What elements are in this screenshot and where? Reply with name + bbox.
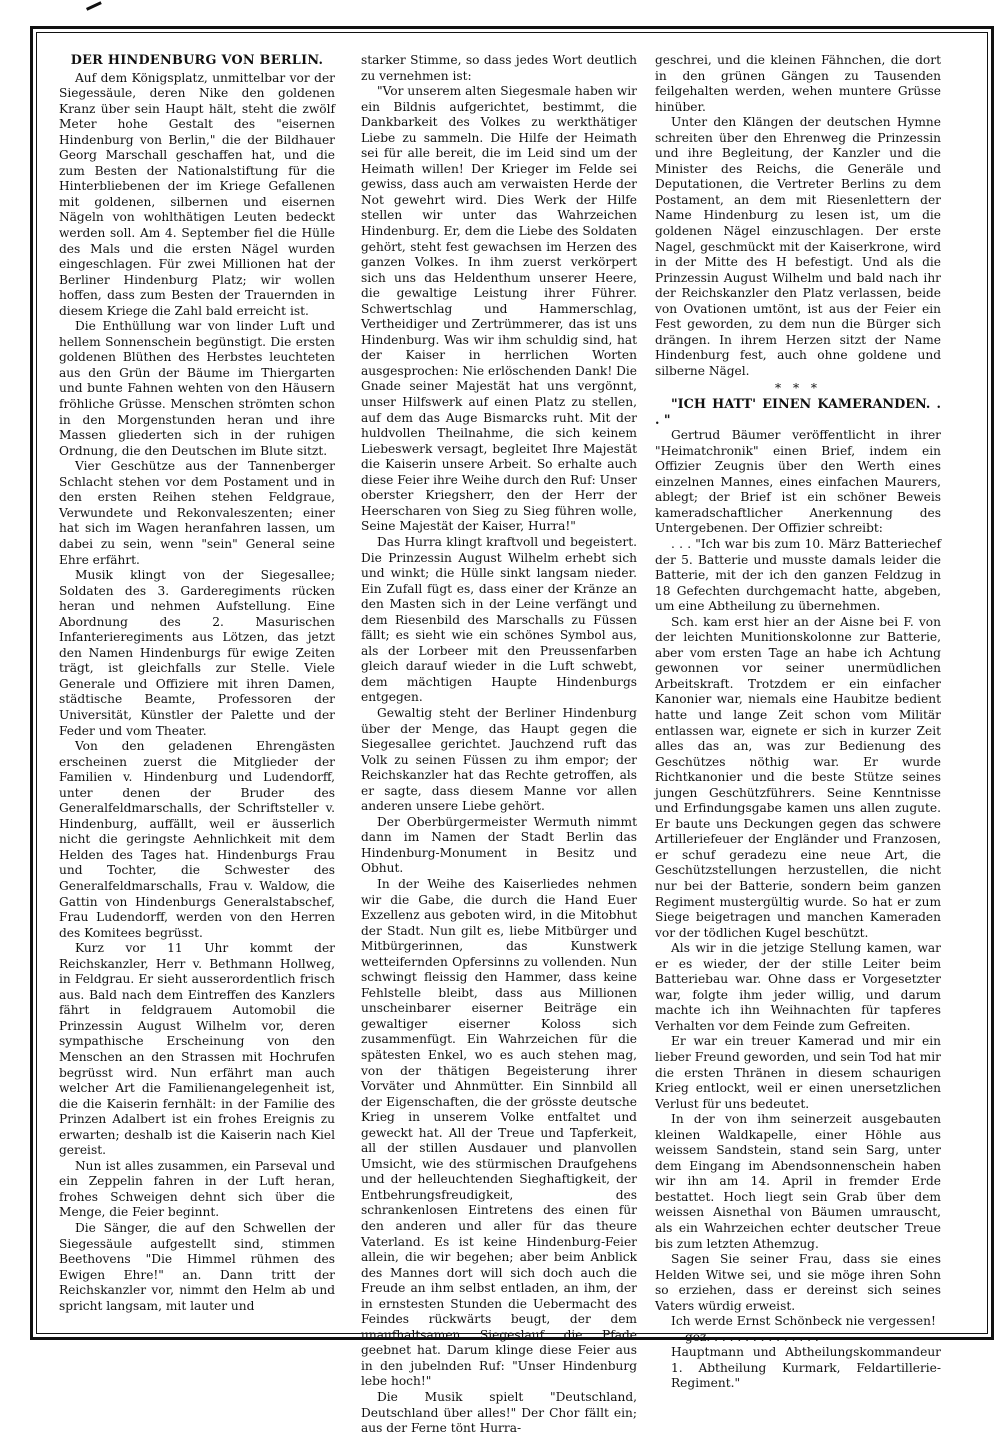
column-2 <box>361 53 637 1436</box>
paragraph: Musik klingt von der Siegesallee; Soldaten des 3. Garderegiments rücken heran und nehmen Aufstellung. Eine Abordnung des 2. Masurischen Infanterieregiments aus Lötzen, das jetzt den Namen Hindenburgs für ewige Zeiten trägt, ist gleichfalls zur Stelle. Viele Generale und Offiziere mit ihren Damen, städtische Beamte, Professoren der Universität, Künstler der Palette und der Feder und vom Theater. <box>59 568 335 738</box>
paragraph: Sch. kam erst hier an der Aisne bei F. von der leichten Munitionskolonne zur Batterie, aber vom ersten Tage an habe ich Achtung gewonnen vor seiner unermüdlichen Arbeitskraft. Trotzdem er ein einfacher Kanonier war, niemals eine Haubitze bedient hatte und lange Zeit schon vom Militär entlassen war, eignete er sich in kurzer Zeit alles das an, was zur Bedienung des Geschützes nöthig war. Er wurde Richtkanonier und die beste Stütze seines jungen Geschützführers. Seine Kenntnisse und Erfindungsgabe kamen uns allen zugute. Er baute uns Deckungen gegen das schwere Artilleriefeuer der Engländer und Franzosen, er schuf geradezu eine neue Art, die Geschützstellungen herzustellen, die nicht nur bei der Batterie, sondern beim ganzen Regiment mustergültig wurde. So hat er zum Siege beigetragen und manchen Kameraden vor der tödlichen Kugel beschützt. <box>655 614 941 940</box>
paragraph: . . . "Ich war bis zum 10. März Batteriechef der 5. Batterie und musste damals leider die Batterie, mit der ich den ganzen Feldzug in 18 Gefechten durchgemacht hatte, abgeben, um eine Abtheilung zu übernehmen. <box>655 536 941 614</box>
page-frame <box>30 26 994 1436</box>
margin-mark <box>86 1 106 20</box>
paragraph: Die Sänger, die auf den Schwellen der Siegessäule aufgestellt sind, stimmen Beethovens "Die Himmel rühmen des Ewigen Ehre!" an. Dann tritt der Reichskanzler vor, nimmt den Helm ab und spricht langsam, mit lauter und <box>59 1221 335 1313</box>
paragraph: Die Musik spielt "Deutschland, Deutschland über alles!" Der Chor fällt ein; aus der Ferne tönt Hurra- <box>361 1390 637 1436</box>
article-2-title: "ICH HATT' EINEN KAMERANDEN. . . " <box>655 397 941 428</box>
paragraph: Ich werde Ernst Schönbeck nie vergessen! <box>671 1314 936 1329</box>
paragraph: Sagen Sie seiner Frau, dass sie eines Helden Witwe sei, und sie möge ihren Sohn so erziehen, dass er dereinst sich seines Vaters würdig erweist. <box>655 1252 941 1313</box>
paragraph: starker Stimme, so dass jedes Wort deutlich zu vernehmen ist: <box>361 53 637 83</box>
paragraph: Gewaltig steht der Berliner Hindenburg über der Menge, das Haupt gegen die Siegesallee gerichtet. Jauchzend ruft das Volk zu seinen Füssen zu ihm empor; der Reichskanzler hat das Rechte getroffen, als er sagte, dass diesem Manne vor allen anderen unsere Liebe gehört. <box>361 705 637 814</box>
paragraph: In der von ihm seinerzeit ausgebauten kleinen Waldkapelle, einer Höhle aus weissem Sandstein, stand sein Sarg, unter dem Eingang im Abendsonnenschein haben wir ihn am 14. April in fremder Erde bestattet. Hoch liegt sein Grab über dem weissen Aisnethal von Bäumen umrauscht, als ein Wahrzeichen echter deutscher Treue bis zum letzten Athemzug. <box>655 1112 941 1251</box>
article-title: DER HINDENBURG VON BERLIN. <box>70 53 324 68</box>
paragraph: Das Hurra klingt kraftvoll und begeistert. Die Prinzessin August Wilhelm erhebt sich und winkt; die Hülle sinkt langsam nieder. Ein Zufall fügt es, dass einer der Kränze an den Masten sich in der Leine verfängt und dem Riesenbild des Marschalls zu Füssen fällt; es sieht wie ein schönes Symbol aus, als der Lorbeer mit den Preussenfarben gleich darauf wieder in die Luft schwebt, dem mächtigen Haupte Hindenburgs entgegen. <box>361 534 637 705</box>
paragraph: Vier Geschütze aus der Tannenberger Schlacht stehen vor dem Postament und in den ersten Reihen stehen Feldgraue, Verwundete und Rekonvaleszenten; einer hat sich im Wagen heranfahren lassen, um dabei zu sein, wenn "sein" General seine Ehre erfährt. <box>59 459 335 567</box>
column-3 <box>655 53 941 1391</box>
paragraph: Die Enthüllung war von linder Luft und hellem Sonnenschein begünstigt. Die ersten goldenen Blüthen des Herbstes leuchteten aus den Grün der Bäume im Thiergarten und bunte Fahnen wehten von den Häusern fröhliche Grüsse. Menschen strömten schon in den Morgenstunden heran und ihre Massen gliederten sich in der ruhigen Ordnung, die den Deutschen im Blute sitzt. <box>59 319 335 458</box>
paragraph: Kurz vor 11 Uhr kommt der Reichskanzler, Herr v. Bethmann Hollweg, in Feldgrau. Er sieht ausserordentlich frisch aus. Bald nach dem Eintreffen des Kanzlers fährt in feldgrauem Automobil die Prinzessin August Wilhelm vor, deren sympathische Erscheinung von den Menschen an den Strassen mit Hochrufen begrüsst wird. Nun erfährt man auch welcher Art die Familienangelegenheit ist, die die Kaiserin fernhält: in der Familie des Prinzen Adalbert ist ein frohes Ereignis zu erwarten; deshalb ist die Kaiserin nach Kiel gereist. <box>59 941 335 1158</box>
signature-line: gez. . . . . . . . . . . . . . . <box>685 1329 819 1344</box>
paragraph: Gertrud Bäumer veröffentlicht in ihrer "Heimatchronik" einen Brief, indem ein Offizier Zeugnis über den Werth eines einzelnen Mannes, eines einfachen Maurers, ablegt; der Brief ist ein schöner Beweis kameradschaftlicher Anerkennung des Untergebenen. Der Offizier schreibt: <box>655 428 941 536</box>
paragraph: Unter den Klängen der deutschen Hymne schreiten über den Ehrenweg die Prinzessin und ihre Begleitung, der Kanzler und die Minister des Reichs, die Generäle und Deputationen, die Vertreter Berlins zu dem Postament, an dem mit Riesenlettern der Name Hindenburg zu lesen ist, um die goldenen Nägel einzuschlagen. Der erste Nagel, geschmückt mit der Kaiserkrone, wird in der Mitte des H befestigt. Und als die Prinzessin August Wilhelm und bald nach ihr der Reichskanzler den Platz verlassen, beide von Ovationen umtönt, ist aus der Feier ein Fest geworden, zu dem nun die Bürger sich drängen. In ihrem Herzen sitzt der Name Hindenburg fest, auch ohne goldene und silberne Nägel. <box>655 115 941 378</box>
paragraph: "Vor unserem alten Siegesmale haben wir ein Bildnis aufgerichtet, bestimmt, die Dankbarkeit des Volkes zu werkthätiger Liebe zu sammeln. Die Hilfe der Heimath sei für alle bereit, die im Leid sind um der Heimath willen! Der Krieger im Felde sei gewiss, dass auch am verwaisten Herde der Not gewehrt wird. Dies Werk der Hilfe stellen wir unter das Wahrzeichen Hindenburg. Er, dem die Liebe des Soldaten gehört, steht fest gewachsen im Herzen des ganzen Volkes. In ihm zuerst verkörpert sich uns das Heldenthum unserer Heere, die gewaltige Leistung ihrer Führer. Schwertschlag und Hammerschlag, Vertheidiger und Zertrümmerer, das ist uns Hindenburg. Was wir ihm schuldig sind, hat der Kaiser in herrlichen Worten ausgesprochen: Nie erlöschenden Dank! Die Gnade seiner Majestät hat uns vergönnt, unser Hilfswerk auf einen Platz zu stellen, auf dem das Auge Bismarcks ruht. Mit der huldvollen Theilnahme, die sich keinem Liebeswerk versagt, begleitet Ihre Majestät die Kaiserin unsere Arbeit. So erhalte auch diese Feier ihre Weihe durch den Ruf: Unser oberster Kriegsherr, den der Herr der Heerscharen von Sieg zu Sieg führen wolle, Seine Majestät der Kaiser, Hurra!" <box>361 84 637 534</box>
paragraph: Auf dem Königsplatz, unmittelbar vor der Siegessäule, deren Nike den goldenen Kranz über sein Haupt hält, steht die zwölf Meter hohe Gestalt des "eisernen Hindenburg von Berlin," die der Bildhauer Georg Marschall geschaffen hat, und die zum Besten der Nationalstiftung für die Hinterbliebenen der im Kriege Gefallenen mit goldenen, silbernen und eisernen Nägeln von wohlthätigen Leuten bedeckt werden soll. Am 4. September fiel die Hülle des Mals und die ersten Nägel wurden eingeschlagen. Für zwei Millionen hat der Berliner Hindenburg Platz; wir wollen hoffen, dass zum Besten der Trauernden in diesem Kriege die Zahl bald erreicht ist. <box>59 70 335 318</box>
paragraph: Der Oberbürgermeister Wermuth nimmt dann im Namen der Stadt Berlin das Hindenburg-Monument in Besitz und Obhut. <box>361 814 637 876</box>
paragraph: Von den geladenen Ehrengästen erscheinen zuerst die Mitglieder der Familien v. Hindenburg und Ludendorff, unter denen der Bruder des Generalfeldmarschalls, der Schriftsteller v. Hindenburg, auffällt, weil er äusserlich nicht die geringste Aehnlichkeit mit dem Helden des Tages hat. Hindenburgs Frau und Tochter, die Schwester des Generalfeldmarschalls, Frau v. Waldow, die Gattin von Hindenburgs Generalstabschef, Frau Ludendorff, werden von den Herren des Komitees begrüsst. <box>59 739 335 940</box>
paragraph: Als wir in die jetzige Stellung kamen, war er es wieder, der der stille Leiter beim Batteriebau war. Ohne dass er Vorgesetzter war, folgte ihm jeder willig, und darum machte ich ihn Weihnachten für tapferes Verhalten vor dem Feinde zum Gefreiten. <box>655 941 941 1033</box>
section-divider: * * * <box>774 381 822 396</box>
signature-title: Hauptmann und Abtheilungskommandeur 1. Abtheilung Kurmark, Feldartillerie-Regiment." <box>671 1345 941 1391</box>
paragraph: Nun ist alles zusammen, ein Parseval und ein Zeppelin fahren in der Luft heran, frohes Schweigen dehnt sich über die Menge, die Feier beginnt. <box>59 1158 335 1220</box>
paragraph: geschrei, und die kleinen Fähnchen, die dort in den grünen Gängen zu Tausenden feilgehalten werden, wehen muntere Grüsse hinüber. <box>655 53 941 114</box>
paragraph: In der Weihe des Kaiserliedes nehmen wir die Gabe, die durch die Hand Euer Exzellenz aus geboten wird, in die Mitobhut der Stadt. Nun gilt es, liebe Mitbürger und Mitbürgerinnen, das Kunstwerk wetteifernden Opfersinns zu vollenden. Nun schwingt fleissig den Hammer, dass keine Fehlstelle bleibt, dass aus Millionen unscheinbarer eiserner Beiträge ein gewaltiger eiserner Koloss sich zusammenfügt. Ein Wahrzeichen für die spätesten Enkel, wo es auch stehen mag, von der thätigen Begeisterung ihrer Vorväter und Ahnmütter. Ein Sinnbild all der Eigenschaften, die der grösste deutsche Krieg in unserem Volke entfaltet und geweckt hat. All der Treue und Tapferkeit, all der stillen Ausdauer und planvollen Umsicht, wie des stürmischen Draufgehens und der helleuchtenden Sieghaftigkeit, der Entbehrungsfreudigkeit, des schrankenlosen Eintretens des einen für den anderen und aller für das theure Vaterland. Es ist keine Hindenburg-Feier allein, die wir begehen; aber beim Anblick des Mannes dort will sich doch auch die Freude an ihm selbst entladen, an ihm, der in ernstesten Stunden die Uebermacht des Feindes rückwärts beugt, der dem unaufhaltsamen Siegeslauf die Pfade geebnet hat. Darum klinge diese Feier aus in den jubelnden Ruf: "Unser Hindenburg lebe hoch!" <box>361 876 637 1389</box>
column-1 <box>59 53 335 1325</box>
paragraph: Er war ein treuer Kamerad und mir ein lieber Freund geworden, und sein Tod hat mir die ersten Thränen in diesem schaurigen Krieg entlockt, weil er einen unersetzlichen Verlust für uns bedeutet. <box>655 1034 941 1111</box>
